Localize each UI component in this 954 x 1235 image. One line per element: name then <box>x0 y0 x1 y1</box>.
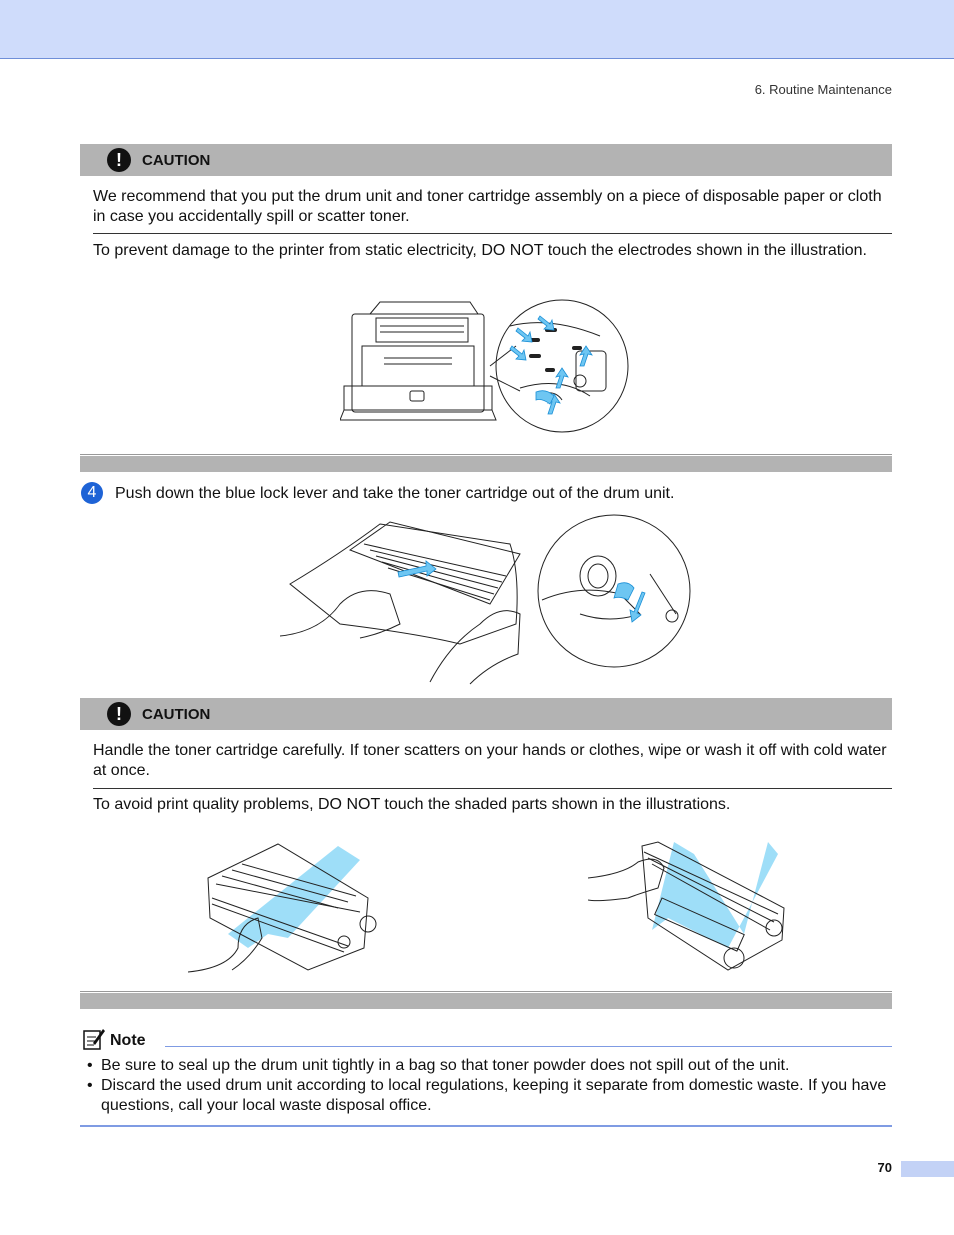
note-bottom-rule <box>80 1125 892 1127</box>
caution-text: To prevent damage to the printer from static electricity, DO NOT touch the electrodes shown in the illustration. <box>93 242 867 259</box>
note-label: Note <box>110 1032 146 1049</box>
section-title: 6. Routine Maintenance <box>754 82 892 97</box>
note-rule <box>165 1046 892 1047</box>
header-band <box>0 0 954 59</box>
toner-cartridge-shaded-illustration <box>188 838 384 978</box>
step-instruction: Push down the blue lock lever and take the toner cartridge out of the drum unit. <box>115 485 675 502</box>
caution-text: To avoid print quality problems, DO NOT touch the shaded parts shown in the illustrations. <box>93 796 731 813</box>
page-number: 70 <box>877 1160 892 1175</box>
list-item: • Discard the used drum unit according to local regulations, keeping it separate from domestic waste. If you have questions, call your local waste disposal office. <box>85 1076 895 1116</box>
section-end-bar <box>80 456 892 472</box>
note-pencil-icon <box>82 1027 106 1051</box>
note-list <box>85 1056 895 1116</box>
caution-header <box>80 698 892 730</box>
caution-text: Handle the toner cartridge carefully. If toner scatters on your hands or clothes, wipe or wash it off with cold water at once. <box>93 742 887 779</box>
drum-unit-shaded-illustration <box>588 838 788 978</box>
step-number-badge: 4 <box>81 482 103 504</box>
list-item: • Be sure to seal up the drum unit tightly in a bag so that toner powder does not spill out of the unit. <box>85 1056 895 1076</box>
caution-label: CAUTION <box>142 152 211 169</box>
page-tab <box>901 1161 954 1177</box>
exclamation-icon: ! <box>107 702 131 726</box>
caution-label: CAUTION <box>142 706 211 723</box>
caution-text: We recommend that you put the drum unit and toner cartridge assembly on a piece of disposable paper or cloth in case you accidentally spill or scatter toner. <box>93 188 882 225</box>
divider <box>93 233 892 234</box>
exclamation-icon: ! <box>107 148 131 172</box>
printer-electrodes-illustration <box>340 296 630 436</box>
caution-header <box>80 144 892 176</box>
divider <box>93 788 892 789</box>
toner-removal-illustration <box>280 514 692 686</box>
section-end-bar <box>80 993 892 1009</box>
